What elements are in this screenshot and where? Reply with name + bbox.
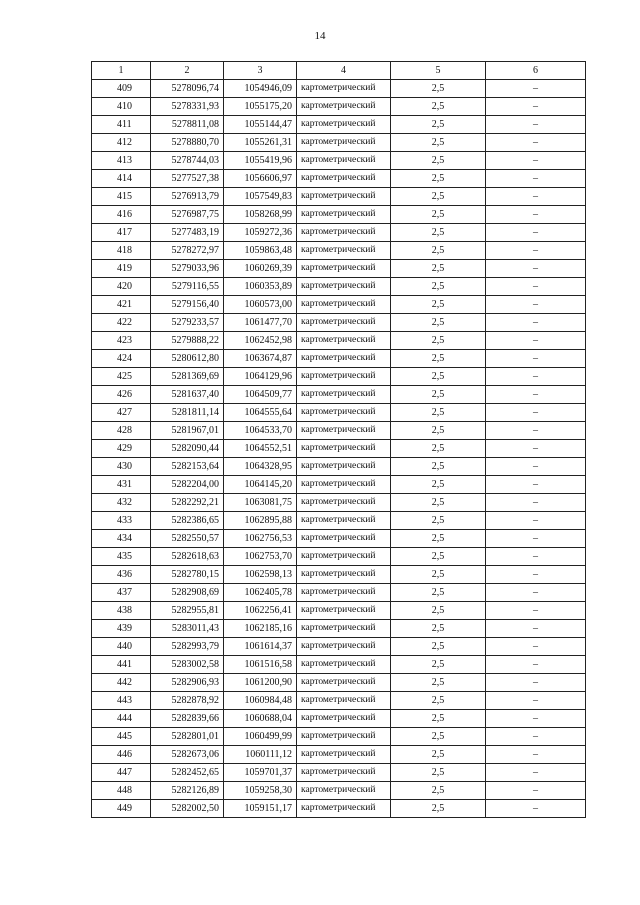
point-number-cell: 444 — [92, 710, 151, 728]
method-cell: картометрический — [297, 332, 391, 350]
table-row — [92, 710, 586, 728]
y-coordinate-cell: 1064555,64 — [224, 404, 297, 422]
table-row — [92, 458, 586, 476]
x-coordinate-cell: 5278744,03 — [151, 152, 224, 170]
table-row — [92, 494, 586, 512]
x-coordinate-cell: 5279888,22 — [151, 332, 224, 350]
method-cell: картометрический — [297, 656, 391, 674]
x-coordinate-cell: 5282126,89 — [151, 782, 224, 800]
point-number-cell: 448 — [92, 782, 151, 800]
point-number-cell: 413 — [92, 152, 151, 170]
y-coordinate-cell: 1054946,09 — [224, 80, 297, 98]
point-number-cell: 424 — [92, 350, 151, 368]
method-cell: картометрический — [297, 692, 391, 710]
method-cell: картометрический — [297, 512, 391, 530]
point-number-cell: 415 — [92, 188, 151, 206]
description-cell: – — [486, 728, 586, 746]
y-coordinate-cell: 1060269,39 — [224, 260, 297, 278]
description-cell: – — [486, 242, 586, 260]
y-coordinate-cell: 1060984,48 — [224, 692, 297, 710]
table-row — [92, 296, 586, 314]
table-row — [92, 134, 586, 152]
method-cell: картометрический — [297, 368, 391, 386]
description-cell: – — [486, 494, 586, 512]
x-coordinate-cell: 5282090,44 — [151, 440, 224, 458]
accuracy-cell: 2,5 — [391, 170, 486, 188]
accuracy-cell: 2,5 — [391, 782, 486, 800]
point-number-cell: 421 — [92, 296, 151, 314]
point-number-cell: 434 — [92, 530, 151, 548]
method-cell: картометрический — [297, 152, 391, 170]
x-coordinate-cell: 5282153,64 — [151, 458, 224, 476]
method-cell: картометрический — [297, 242, 391, 260]
table-row — [92, 116, 586, 134]
y-coordinate-cell: 1062185,16 — [224, 620, 297, 638]
table-row — [92, 260, 586, 278]
description-cell: – — [486, 386, 586, 404]
x-coordinate-cell: 5279033,96 — [151, 260, 224, 278]
accuracy-cell: 2,5 — [391, 242, 486, 260]
table-row — [92, 332, 586, 350]
accuracy-cell: 2,5 — [391, 206, 486, 224]
x-coordinate-cell: 5282906,93 — [151, 674, 224, 692]
method-cell: картометрический — [297, 116, 391, 134]
table-row — [92, 314, 586, 332]
method-cell: картометрический — [297, 476, 391, 494]
table-row — [92, 188, 586, 206]
y-coordinate-cell: 1061200,90 — [224, 674, 297, 692]
y-coordinate-cell: 1064129,96 — [224, 368, 297, 386]
description-cell: – — [486, 296, 586, 314]
method-cell: картометрический — [297, 548, 391, 566]
accuracy-cell: 2,5 — [391, 800, 486, 818]
table-row — [92, 566, 586, 584]
accuracy-cell: 2,5 — [391, 602, 486, 620]
x-coordinate-cell: 5283002,58 — [151, 656, 224, 674]
x-coordinate-cell: 5282002,50 — [151, 800, 224, 818]
y-coordinate-cell: 1061614,37 — [224, 638, 297, 656]
y-coordinate-cell: 1059151,17 — [224, 800, 297, 818]
table-row — [92, 620, 586, 638]
accuracy-cell: 2,5 — [391, 278, 486, 296]
point-number-cell: 416 — [92, 206, 151, 224]
accuracy-cell: 2,5 — [391, 134, 486, 152]
accuracy-cell: 2,5 — [391, 296, 486, 314]
table-row — [92, 224, 586, 242]
y-coordinate-cell: 1063674,87 — [224, 350, 297, 368]
point-number-cell: 426 — [92, 386, 151, 404]
table-body — [92, 80, 586, 818]
accuracy-cell: 2,5 — [391, 404, 486, 422]
method-cell: картометрический — [297, 764, 391, 782]
accuracy-cell: 2,5 — [391, 368, 486, 386]
table-row — [92, 206, 586, 224]
description-cell: – — [486, 638, 586, 656]
y-coordinate-cell: 1058268,99 — [224, 206, 297, 224]
y-coordinate-cell: 1063081,75 — [224, 494, 297, 512]
accuracy-cell: 2,5 — [391, 152, 486, 170]
y-coordinate-cell: 1055419,96 — [224, 152, 297, 170]
description-cell: – — [486, 422, 586, 440]
table-row — [92, 674, 586, 692]
point-number-cell: 432 — [92, 494, 151, 512]
table-row — [92, 242, 586, 260]
x-coordinate-cell: 5279233,57 — [151, 314, 224, 332]
method-cell: картометрический — [297, 422, 391, 440]
accuracy-cell: 2,5 — [391, 350, 486, 368]
method-cell: картометрический — [297, 584, 391, 602]
column-header-6: 6 — [486, 62, 586, 80]
point-number-cell: 431 — [92, 476, 151, 494]
table-row — [92, 548, 586, 566]
method-cell: картометрический — [297, 350, 391, 368]
point-number-cell: 442 — [92, 674, 151, 692]
point-number-cell: 446 — [92, 746, 151, 764]
point-number-cell: 436 — [92, 566, 151, 584]
table-row — [92, 80, 586, 98]
method-cell: картометрический — [297, 296, 391, 314]
description-cell: – — [486, 206, 586, 224]
description-cell: – — [486, 692, 586, 710]
description-cell: – — [486, 476, 586, 494]
description-cell: – — [486, 170, 586, 188]
table-row — [92, 800, 586, 818]
method-cell: картометрический — [297, 278, 391, 296]
table-row — [92, 422, 586, 440]
table-row — [92, 728, 586, 746]
column-header-4: 4 — [297, 62, 391, 80]
table-row — [92, 692, 586, 710]
accuracy-cell: 2,5 — [391, 692, 486, 710]
y-coordinate-cell: 1062452,98 — [224, 332, 297, 350]
description-cell: – — [486, 368, 586, 386]
x-coordinate-cell: 5281811,14 — [151, 404, 224, 422]
description-cell: – — [486, 188, 586, 206]
x-coordinate-cell: 5282801,01 — [151, 728, 224, 746]
x-coordinate-cell: 5282452,65 — [151, 764, 224, 782]
y-coordinate-cell: 1064552,51 — [224, 440, 297, 458]
description-cell: – — [486, 458, 586, 476]
y-coordinate-cell: 1064533,70 — [224, 422, 297, 440]
x-coordinate-cell: 5276913,79 — [151, 188, 224, 206]
y-coordinate-cell: 1056606,97 — [224, 170, 297, 188]
method-cell: картометрический — [297, 782, 391, 800]
table-row — [92, 764, 586, 782]
x-coordinate-cell: 5278811,08 — [151, 116, 224, 134]
method-cell: картометрический — [297, 800, 391, 818]
point-number-cell: 427 — [92, 404, 151, 422]
accuracy-cell: 2,5 — [391, 422, 486, 440]
table-row — [92, 98, 586, 116]
x-coordinate-cell: 5282908,69 — [151, 584, 224, 602]
method-cell: картометрический — [297, 674, 391, 692]
description-cell: – — [486, 116, 586, 134]
point-number-cell: 414 — [92, 170, 151, 188]
y-coordinate-cell: 1064145,20 — [224, 476, 297, 494]
point-number-cell: 433 — [92, 512, 151, 530]
accuracy-cell: 2,5 — [391, 458, 486, 476]
point-number-cell: 419 — [92, 260, 151, 278]
method-cell: картометрический — [297, 710, 391, 728]
y-coordinate-cell: 1059701,37 — [224, 764, 297, 782]
y-coordinate-cell: 1055175,20 — [224, 98, 297, 116]
table-row — [92, 602, 586, 620]
table-row — [92, 440, 586, 458]
x-coordinate-cell: 5278880,70 — [151, 134, 224, 152]
method-cell: картометрический — [297, 260, 391, 278]
accuracy-cell: 2,5 — [391, 512, 486, 530]
accuracy-cell: 2,5 — [391, 188, 486, 206]
x-coordinate-cell: 5282955,81 — [151, 602, 224, 620]
accuracy-cell: 2,5 — [391, 440, 486, 458]
y-coordinate-cell: 1055144,47 — [224, 116, 297, 134]
point-number-cell: 412 — [92, 134, 151, 152]
x-coordinate-cell: 5282204,00 — [151, 476, 224, 494]
accuracy-cell: 2,5 — [391, 566, 486, 584]
accuracy-cell: 2,5 — [391, 116, 486, 134]
point-number-cell: 410 — [92, 98, 151, 116]
x-coordinate-cell: 5283011,43 — [151, 620, 224, 638]
method-cell: картометрический — [297, 188, 391, 206]
x-coordinate-cell: 5282292,21 — [151, 494, 224, 512]
description-cell: – — [486, 674, 586, 692]
x-coordinate-cell: 5278096,74 — [151, 80, 224, 98]
accuracy-cell: 2,5 — [391, 548, 486, 566]
x-coordinate-cell: 5281967,01 — [151, 422, 224, 440]
description-cell: – — [486, 278, 586, 296]
x-coordinate-cell: 5281369,69 — [151, 368, 224, 386]
accuracy-cell: 2,5 — [391, 530, 486, 548]
accuracy-cell: 2,5 — [391, 224, 486, 242]
description-cell: – — [486, 404, 586, 422]
y-coordinate-cell: 1060499,99 — [224, 728, 297, 746]
table-row — [92, 638, 586, 656]
point-number-cell: 447 — [92, 764, 151, 782]
column-header-5: 5 — [391, 62, 486, 80]
point-number-cell: 417 — [92, 224, 151, 242]
x-coordinate-cell: 5278331,93 — [151, 98, 224, 116]
accuracy-cell: 2,5 — [391, 494, 486, 512]
column-header-2: 2 — [151, 62, 224, 80]
point-number-cell: 420 — [92, 278, 151, 296]
description-cell: – — [486, 566, 586, 584]
method-cell: картометрический — [297, 566, 391, 584]
table-row — [92, 530, 586, 548]
x-coordinate-cell: 5282839,66 — [151, 710, 224, 728]
method-cell: картометрический — [297, 638, 391, 656]
method-cell: картометрический — [297, 224, 391, 242]
description-cell: – — [486, 134, 586, 152]
column-header-1: 1 — [92, 62, 151, 80]
method-cell: картометрический — [297, 746, 391, 764]
column-header-3: 3 — [224, 62, 297, 80]
accuracy-cell: 2,5 — [391, 80, 486, 98]
header-row — [92, 62, 586, 80]
table-row — [92, 386, 586, 404]
method-cell: картометрический — [297, 440, 391, 458]
accuracy-cell: 2,5 — [391, 584, 486, 602]
accuracy-cell: 2,5 — [391, 98, 486, 116]
y-coordinate-cell: 1055261,31 — [224, 134, 297, 152]
point-number-cell: 445 — [92, 728, 151, 746]
description-cell: – — [486, 152, 586, 170]
table-header — [92, 62, 586, 80]
x-coordinate-cell: 5280612,80 — [151, 350, 224, 368]
point-number-cell: 439 — [92, 620, 151, 638]
accuracy-cell: 2,5 — [391, 260, 486, 278]
y-coordinate-cell: 1059272,36 — [224, 224, 297, 242]
accuracy-cell: 2,5 — [391, 674, 486, 692]
x-coordinate-cell: 5277483,19 — [151, 224, 224, 242]
description-cell: – — [486, 710, 586, 728]
description-cell: – — [486, 746, 586, 764]
table-row — [92, 278, 586, 296]
table-row — [92, 404, 586, 422]
point-number-cell: 435 — [92, 548, 151, 566]
description-cell: – — [486, 350, 586, 368]
description-cell: – — [486, 620, 586, 638]
accuracy-cell: 2,5 — [391, 314, 486, 332]
x-coordinate-cell: 5282550,57 — [151, 530, 224, 548]
table-row — [92, 782, 586, 800]
x-coordinate-cell: 5282878,92 — [151, 692, 224, 710]
method-cell: картометрический — [297, 620, 391, 638]
x-coordinate-cell: 5282386,65 — [151, 512, 224, 530]
accuracy-cell: 2,5 — [391, 476, 486, 494]
accuracy-cell: 2,5 — [391, 710, 486, 728]
y-coordinate-cell: 1062895,88 — [224, 512, 297, 530]
method-cell: картометрический — [297, 458, 391, 476]
point-number-cell: 449 — [92, 800, 151, 818]
y-coordinate-cell: 1057549,83 — [224, 188, 297, 206]
x-coordinate-cell: 5276987,75 — [151, 206, 224, 224]
y-coordinate-cell: 1061477,70 — [224, 314, 297, 332]
description-cell: – — [486, 602, 586, 620]
x-coordinate-cell: 5282618,63 — [151, 548, 224, 566]
point-number-cell: 423 — [92, 332, 151, 350]
y-coordinate-cell: 1062598,13 — [224, 566, 297, 584]
description-cell: – — [486, 764, 586, 782]
y-coordinate-cell: 1064328,95 — [224, 458, 297, 476]
y-coordinate-cell: 1060688,04 — [224, 710, 297, 728]
y-coordinate-cell: 1060353,89 — [224, 278, 297, 296]
point-number-cell: 409 — [92, 80, 151, 98]
x-coordinate-cell: 5282780,15 — [151, 566, 224, 584]
description-cell: – — [486, 584, 586, 602]
description-cell: – — [486, 800, 586, 818]
description-cell: – — [486, 98, 586, 116]
point-number-cell: 411 — [92, 116, 151, 134]
y-coordinate-cell: 1059258,30 — [224, 782, 297, 800]
method-cell: картометрический — [297, 728, 391, 746]
y-coordinate-cell: 1062256,41 — [224, 602, 297, 620]
method-cell: картометрический — [297, 314, 391, 332]
x-coordinate-cell: 5281637,40 — [151, 386, 224, 404]
point-number-cell: 429 — [92, 440, 151, 458]
table-row — [92, 656, 586, 674]
accuracy-cell: 2,5 — [391, 746, 486, 764]
description-cell: – — [486, 512, 586, 530]
method-cell: картометрический — [297, 494, 391, 512]
x-coordinate-cell: 5282993,79 — [151, 638, 224, 656]
accuracy-cell: 2,5 — [391, 728, 486, 746]
point-number-cell: 428 — [92, 422, 151, 440]
description-cell: – — [486, 548, 586, 566]
table-row — [92, 170, 586, 188]
y-coordinate-cell: 1062405,78 — [224, 584, 297, 602]
description-cell: – — [486, 224, 586, 242]
y-coordinate-cell: 1059863,48 — [224, 242, 297, 260]
y-coordinate-cell: 1060111,12 — [224, 746, 297, 764]
y-coordinate-cell: 1060573,00 — [224, 296, 297, 314]
accuracy-cell: 2,5 — [391, 620, 486, 638]
page-number: 14 — [314, 30, 326, 42]
method-cell: картометрический — [297, 386, 391, 404]
point-number-cell: 443 — [92, 692, 151, 710]
y-coordinate-cell: 1062753,70 — [224, 548, 297, 566]
description-cell: – — [486, 656, 586, 674]
point-number-cell: 440 — [92, 638, 151, 656]
description-cell: – — [486, 530, 586, 548]
y-coordinate-cell: 1062756,53 — [224, 530, 297, 548]
x-coordinate-cell: 5279116,55 — [151, 278, 224, 296]
method-cell: картометрический — [297, 530, 391, 548]
table-row — [92, 584, 586, 602]
table-row — [92, 512, 586, 530]
method-cell: картометрический — [297, 170, 391, 188]
method-cell: картометрический — [297, 134, 391, 152]
description-cell: – — [486, 260, 586, 278]
method-cell: картометрический — [297, 80, 391, 98]
x-coordinate-cell: 5282673,06 — [151, 746, 224, 764]
point-number-cell: 430 — [92, 458, 151, 476]
y-coordinate-cell: 1064509,77 — [224, 386, 297, 404]
table-row — [92, 368, 586, 386]
x-coordinate-cell: 5277527,38 — [151, 170, 224, 188]
description-cell: – — [486, 314, 586, 332]
method-cell: картометрический — [297, 206, 391, 224]
method-cell: картометрический — [297, 602, 391, 620]
accuracy-cell: 2,5 — [391, 638, 486, 656]
accuracy-cell: 2,5 — [391, 764, 486, 782]
accuracy-cell: 2,5 — [391, 332, 486, 350]
point-number-cell: 418 — [92, 242, 151, 260]
accuracy-cell: 2,5 — [391, 386, 486, 404]
description-cell: – — [486, 440, 586, 458]
point-number-cell: 425 — [92, 368, 151, 386]
point-number-cell: 422 — [92, 314, 151, 332]
coordinates-table — [91, 61, 586, 818]
point-number-cell: 441 — [92, 656, 151, 674]
description-cell: – — [486, 332, 586, 350]
description-cell: – — [486, 782, 586, 800]
point-number-cell: 437 — [92, 584, 151, 602]
table-row — [92, 746, 586, 764]
method-cell: картометрический — [297, 404, 391, 422]
x-coordinate-cell: 5278272,97 — [151, 242, 224, 260]
point-number-cell: 438 — [92, 602, 151, 620]
accuracy-cell: 2,5 — [391, 656, 486, 674]
x-coordinate-cell: 5279156,40 — [151, 296, 224, 314]
description-cell: – — [486, 80, 586, 98]
table-row — [92, 152, 586, 170]
table-row — [92, 476, 586, 494]
table-row — [92, 350, 586, 368]
y-coordinate-cell: 1061516,58 — [224, 656, 297, 674]
method-cell: картометрический — [297, 98, 391, 116]
